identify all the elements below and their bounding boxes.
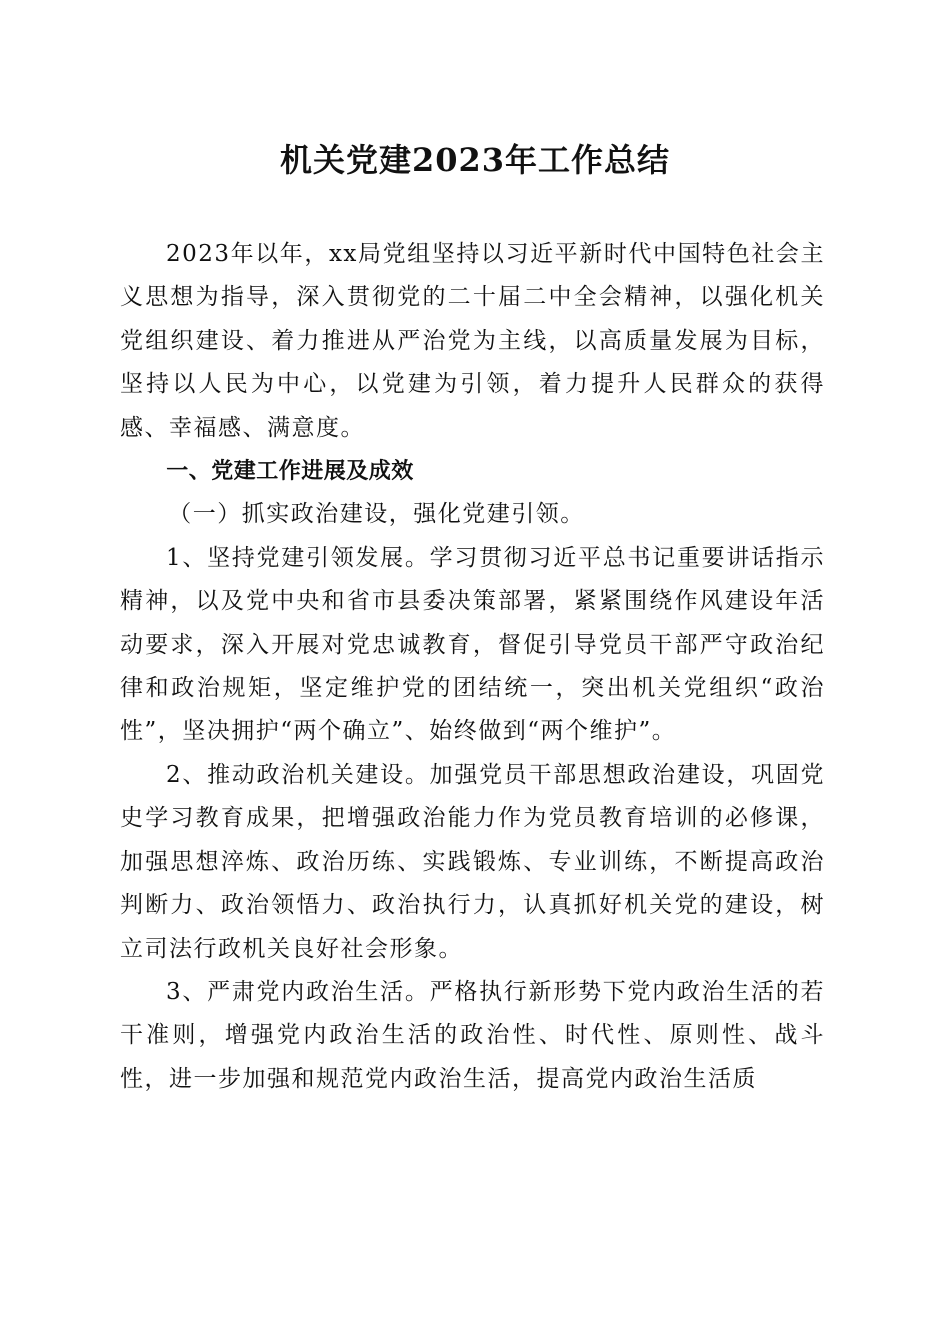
- subsection-heading: （一）抓实政治建设，强化党建引领。: [168, 501, 585, 528]
- item-paragraph-2: 2、推动政治机关建设。加强党员干部思想政治建设，巩固党史学习教育成果，把增强政治能力作为党员教育培训的必修课，加强思想淬炼、政治历练、实践锻炼、专业训练，不断提高政治判断力、政治领悟力、政治执行力，认真抓好机关党的建设，树立司法行政机关良好社会形象。: [120, 761, 825, 962]
- section-heading: 一、党建工作进展及成效: [166, 459, 414, 485]
- intro-paragraph: 2023年以年，xx局党组坚持以习近平新时代中国特色社会主义思想为指导，深入贯彻党的二十届二中全会精神，以强化机关党组织建设、着力推进从严治党为主线，以高质量发展为目标，坚持以人民为中心，以党建为引领，着力提升人民群众的获得感、幸福感、满意度。: [120, 241, 825, 441]
- item-paragraph-1: 1、坚持党建引领发展。学习贯彻习近平总书记重要讲话指示精神，以及党中央和省市县委决策部署，紧紧围绕作风建设年活动要求，深入开展对党忠诚教育，督促引导党员干部严守政治纪律和政治规矩，坚定维护党的团结统一，突出机关党组织“政治性”，坚决拥护“两个确立”、始终做到“两个维护”。: [120, 544, 825, 745]
- document-body: [120, 233, 825, 1101]
- document-title: 机关党建2023年工作总结: [279, 141, 671, 179]
- item-paragraph-3: 3、严肃党内政治生活。严格执行新形势下党内政治生活的若干准则，增强党内政治生活的政治性、时代性、原则性、战斗性，进一步加强和规范党内政治生活，提高党内政治生活质: [120, 978, 825, 1092]
